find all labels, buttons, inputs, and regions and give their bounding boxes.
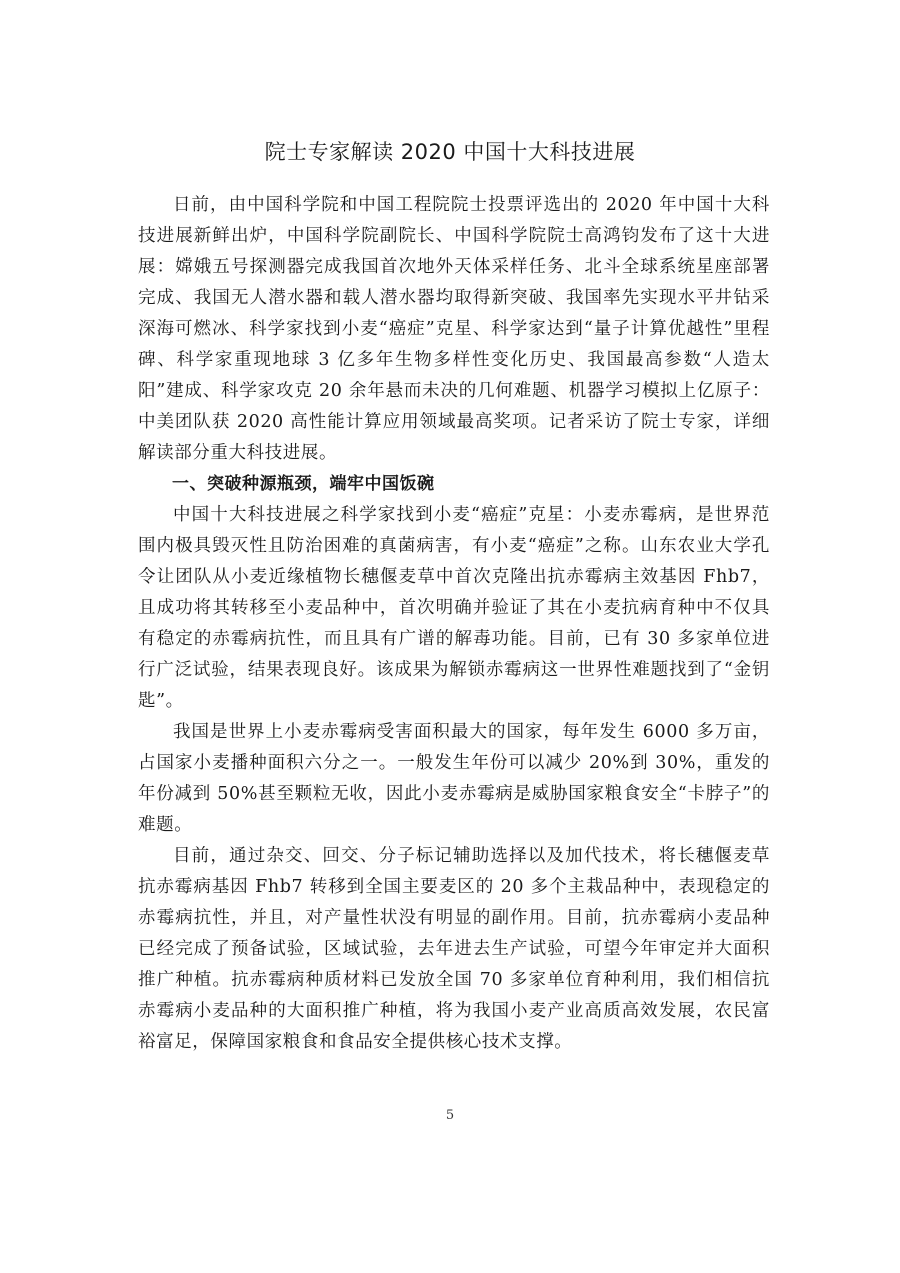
body-paragraph: 目前，通过杂交、回交、分子标记辅助选择以及加代技术，将长穗偃麦草抗赤霉病基因 Fhb7 转移到全国主要麦区的 20 多个主栽品种中，表现稳定的赤霉病抗性，并且，对产量性状没有明显的副作用。目前，抗赤霉病小麦品种已经完成了预备试验，区域试验，去年进去生产试验，可望今年审定并大面积推广种植。抗赤霉病种质材料已发放全国 70 多家单位育种利用，我们相信抗赤霉病小麦品种的大面积推广种植，将为我国小麦产业高质高效发展，农民富裕富足，保障国家粮食和食品安全提供核心技术支撑。: [138, 846, 770, 1052]
section-heading: 一、突破种源瓶颈，端牢中国饭碗: [172, 474, 435, 494]
body-paragraph: 中国十大科技进展之科学家找到小麦“癌症”克星：小麦赤霉病，是世界范围内极具毁灭性且防治困难的真菌病害，有小麦“癌症”之称。山东农业大学孔令让团队从小麦近缘植物长穗偃麦草中首次克隆出抗赤霉病主效基因 Fhb7，且成功将其转移至小麦品种中，首次明确并验证了其在小麦抗病育种中不仅具有稳定的赤霉病抗性，而且具有广谱的解毒功能。目前，已有 30 多家单位进行广泛试验，结果表现良好。该成果为解锁赤霉病这一世界性难题找到了“金钥匙”。: [138, 505, 770, 711]
intro-paragraph: 日前，由中国科学院和中国工程院院士投票评选出的 2020 年中国十大科技进展新鲜出炉，中国科学院副院长、中国科学院院士高鸿钧发布了这十大进展：嫦娥五号探测器完成我国首次地外天体采样任务、北斗全球系统星座部署完成、我国无人潜水器和载人潜水器均取得新突破、我国率先实现水平井钻采深海可燃冰、科学家找到小麦“癌症”克星、科学家达到“量子计算优越性”里程碑、科学家重现地球 3 亿多年生物多样性变化历史、我国最高参数“人造太阳”建成、科学家攻克 20 余年悬而未决的几何难题、机器学习模拟上亿原子：中美团队获 2020 高性能计算应用领域最高奖项。记者采访了院士专家，详细解读部分重大科技进展。: [138, 195, 770, 463]
page-number: 5: [445, 1108, 455, 1123]
page-title: 院士专家解读 2020 中国十大科技进展: [264, 140, 636, 164]
body-paragraph: 我国是世界上小麦赤霉病受害面积最大的国家，每年发生 6000 多万亩，占国家小麦播种面积六分之一。一般发生年份可以减少 20%到 30%，重发的年份减到 50%甚至颗粒无收，因此小麦赤霉病是威胁国家粮食安全“卡脖子”的难题。: [138, 722, 770, 835]
document-body: [138, 190, 770, 1058]
